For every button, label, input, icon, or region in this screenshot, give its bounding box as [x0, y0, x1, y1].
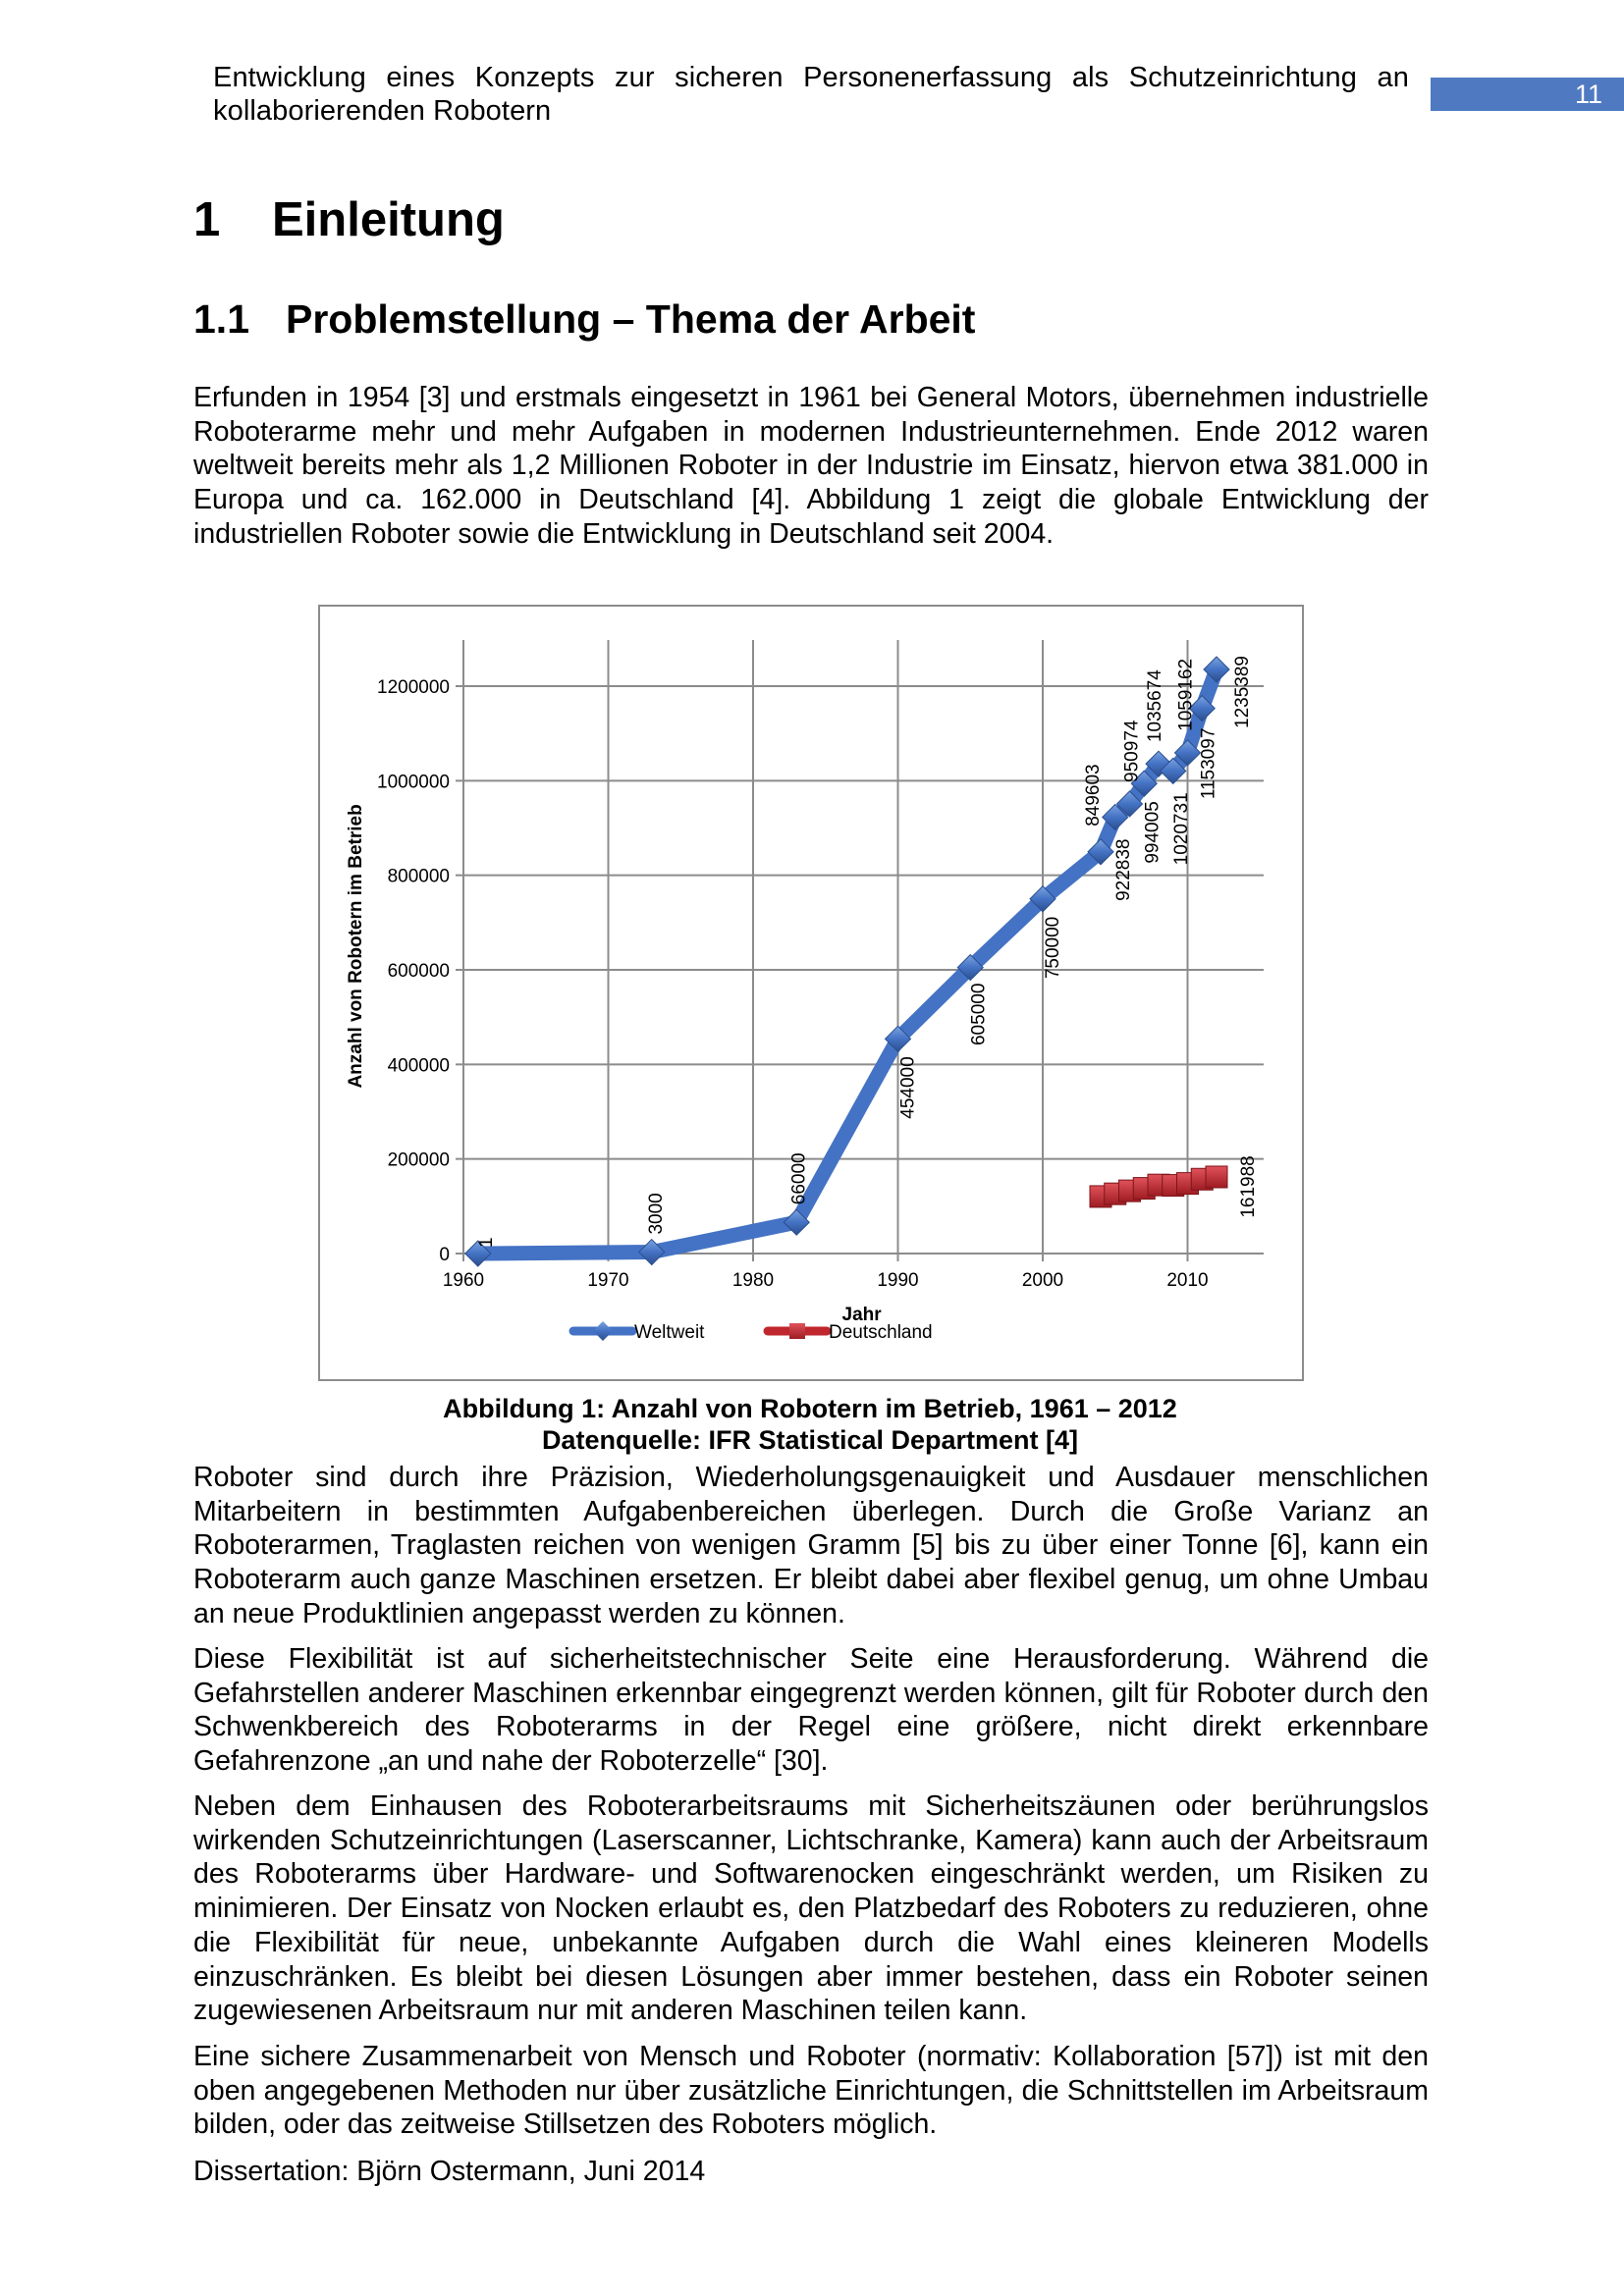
running-header-title: Entwicklung eines Konzepts zur sicheren Personenerfassung als Schutzeinrichtung an kollaborierenden Robotern [213, 62, 1409, 127]
section-title: Problemstellung – Thema der Arbeit [286, 296, 976, 342]
x-tick-label: 1980 [731, 1270, 775, 1291]
legend-square-icon [789, 1323, 805, 1339]
data-label: 605000 [968, 983, 990, 1046]
data-label: 454000 [897, 1056, 919, 1119]
paragraph-flexibility: Diese Flexibilität ist auf sicherheitstechnischer Seite eine Herausforderung. Während die Gefahrstellen anderer Maschinen erkennbar eingegrenzt werden können, gilt für Roboter durch den Schwenkbereich des Roboterarms in der Regel eine größere, nicht direkt erkennbare Gefahrenzone „an und nahe der Roboterzelle“ [30]. [193, 1643, 1429, 1778]
chapter-title: Einleitung [272, 193, 505, 246]
line-chart [320, 607, 1304, 1381]
x-axis-title: Jahr [841, 1305, 882, 1325]
y-axis-title: Anzahl von Robotern im Betrieb [346, 804, 366, 1089]
data-label: 1020731 [1170, 792, 1192, 866]
section-heading [193, 294, 975, 344]
page-number-badge: 11 [1431, 78, 1624, 111]
x-tick-label: 1990 [877, 1270, 919, 1291]
paragraph-precision: Roboter sind durch ihre Präzision, Wiederholungsgenauigkeit und Ausdauer menschlichen Mitarbeitern in bestimmten Aufgabenbereichen überlegen. Durch die Große Varianz an Roboterarmen, Traglasten reichen von wenigen Gramm [5] bis zu über einer Tonne [6], kann ein Roboterarm auch ganze Maschinen ersetzen. Er bleibt dabei aber flexibel genug, um ohne Umbau an neue Produktlinien angepasst werden zu können. [193, 1462, 1429, 1629]
paragraph-protection: Neben dem Einhausen des Roboterarbeitsraums mit Sicherheitszäunen oder berührungslos wirkenden Schutzeinrichtungen (Laserscanner, Lichtschranke, Kamera) kann auch der Arbeitsraum des Roboterarms über Hardware- und Softwarenocken eingeschränkt werden, um Risiken zu minimieren. Der Einsatz von Nocken erlaubt es, den Platzbedarf des Roboters zu reduzieren, ohne die Flexibilität für neue, unbekannte Aufgaben durch die Wahl eines kleineren Modells einzuschränken. Es bleibt bei diesen Lösungen aber immer bestehen, dass ein Roboter seinen zugewiesenen Arbeitsraum nur mit anderen Maschinen teilen kann. [193, 1790, 1429, 2027]
data-label: 161988 [1238, 1155, 1259, 1218]
figure-caption-source: Datenquelle: IFR Statistical Department [4] [541, 1425, 1079, 1455]
data-label: 950974 [1121, 720, 1143, 782]
x-tick-label: 2010 [1166, 1270, 1209, 1291]
x-tick-label: 1970 [587, 1270, 629, 1291]
x-tick-label: 1960 [442, 1270, 485, 1291]
square-marker-icon [1206, 1166, 1227, 1188]
data-label: 66000 [788, 1152, 810, 1205]
y-tick-label: 1200000 [377, 677, 450, 699]
section-number: 1.1 [193, 296, 249, 342]
chapter-heading [193, 190, 505, 249]
series-line-weltweit [475, 669, 1217, 1254]
data-label: 1153097 [1198, 727, 1219, 800]
paragraph-intro: Erfunden in 1954 [3] und erstmals eingesetzt in 1961 bei General Motors, übernehmen industrielle Roboterarme mehr und mehr Aufgaben in modernen Industrieunternehmen. Ende 2012 waren weltweit bereits mehr als 1,2 Millionen Roboter in der Industrie im Einsatz, hiervon etwa 381.000 in Europa und ca. 162.000 in Deutschland [4]. Abbildung 1 zeigt die globale Entwicklung der industriellen Roboter sowie die Entwicklung in Deutschland seit 2004. [193, 382, 1429, 550]
figure-caption-title: Abbildung 1: Anzahl von Robotern im Betrieb, 1961 – 2012 [443, 1394, 1177, 1423]
data-label: 3000 [645, 1193, 667, 1235]
data-label: 1059162 [1175, 658, 1197, 731]
data-label: 849603 [1083, 764, 1104, 827]
y-tick-label: 1000000 [377, 772, 450, 793]
legend-label-weltweit: Weltweit [634, 1322, 705, 1343]
data-label: 1 [475, 1237, 497, 1248]
figure-caption [318, 1393, 1302, 1456]
data-label: 1235389 [1232, 656, 1253, 728]
data-label: 750000 [1043, 916, 1063, 980]
data-label: 922838 [1112, 838, 1134, 901]
page-footer: Dissertation: Björn Ostermann, Juni 2014 [193, 2156, 706, 2187]
figure-chart [318, 605, 1304, 1381]
data-label: 994005 [1142, 801, 1164, 864]
y-tick-label: 0 [439, 1245, 450, 1265]
data-label: 1035674 [1145, 669, 1165, 743]
legend-diamond-icon [593, 1321, 613, 1341]
y-tick-label: 400000 [387, 1055, 450, 1077]
chapter-number: 1 [193, 193, 221, 246]
paragraph-collaboration: Eine sichere Zusammenarbeit von Mensch und Roboter (normativ: Kollaboration [57]) ist mit den oben angegebenen Methoden nur über zusätzliche Einrichtungen, die Schnittstellen im Arbeitsraum bilden, oder das zeitweise Stillsetzen des Roboters möglich. [193, 2041, 1429, 2141]
y-tick-label: 800000 [387, 866, 450, 887]
x-tick-label: 2000 [1021, 1270, 1064, 1291]
y-tick-label: 200000 [387, 1149, 450, 1171]
y-tick-label: 600000 [387, 961, 450, 983]
legend-label-deutschland: Deutschland [829, 1322, 933, 1343]
